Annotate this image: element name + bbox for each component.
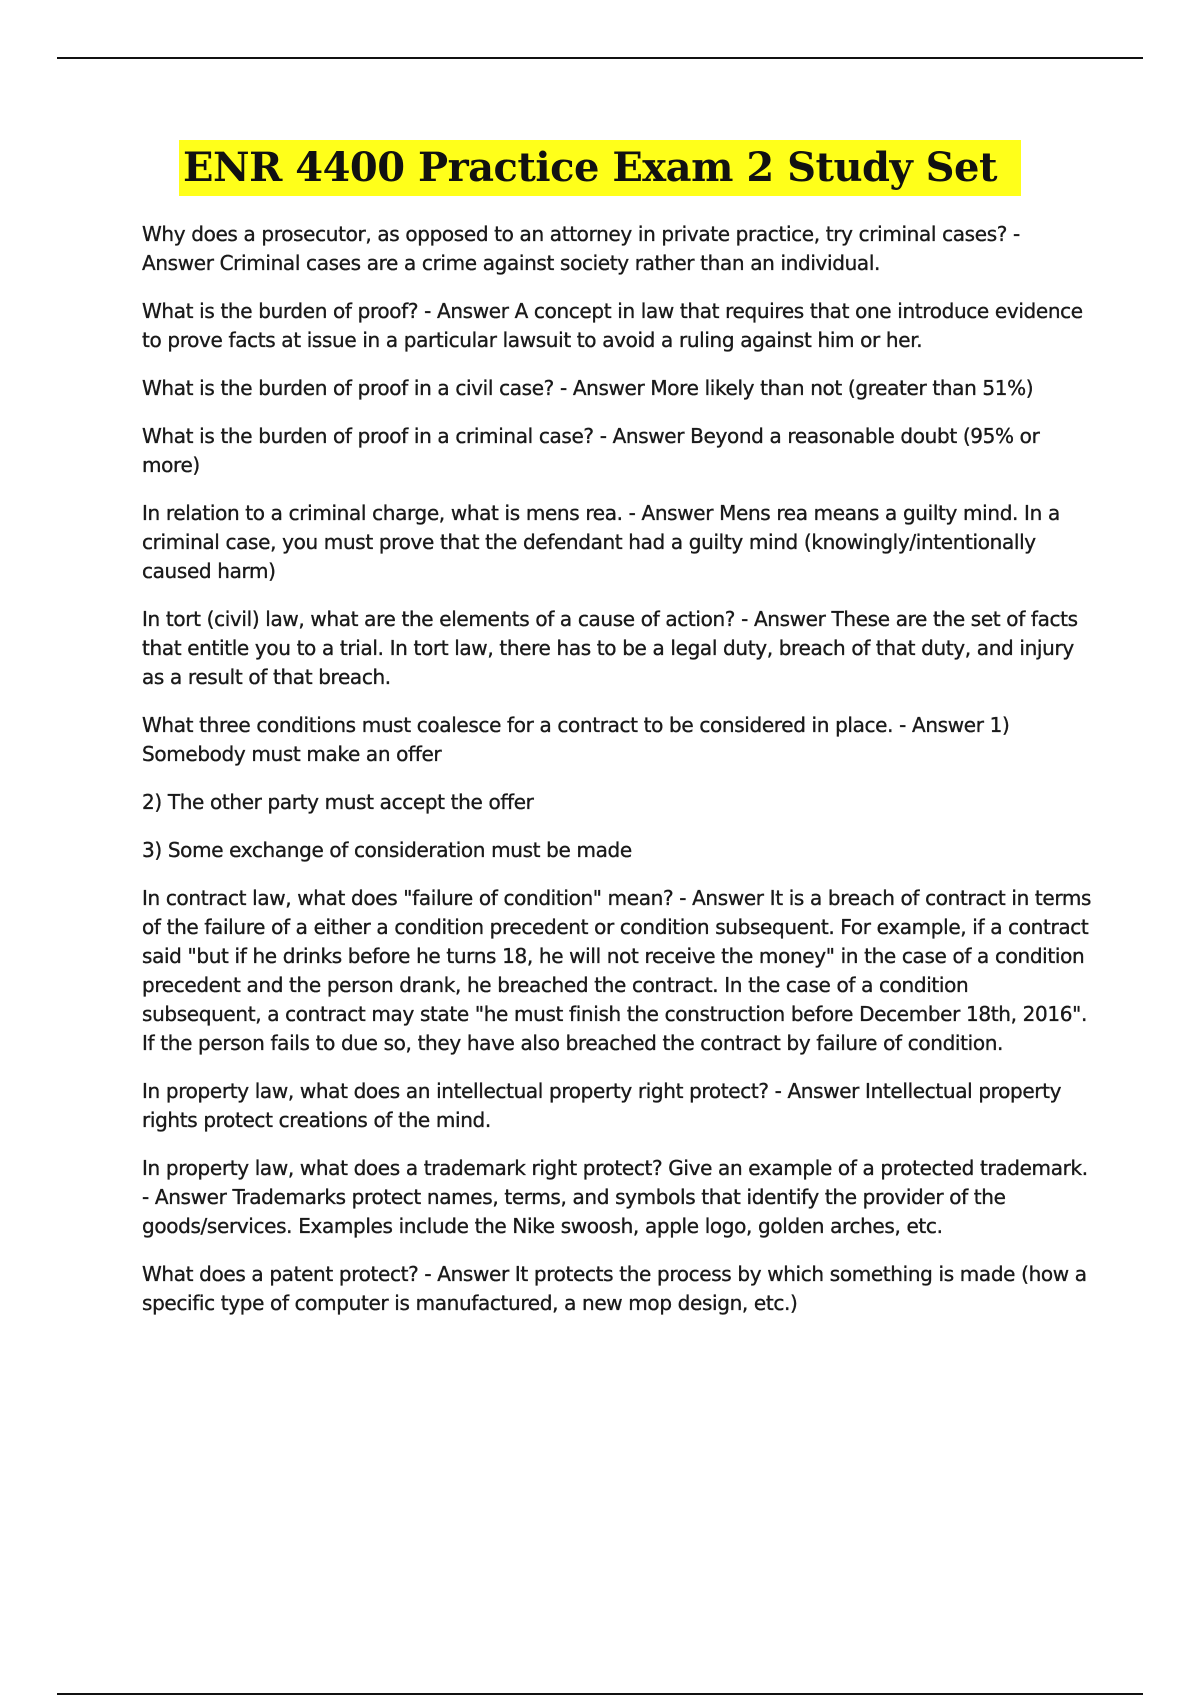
qa-paragraph: In tort (civil) law, what are the elements of a cause of action? - Answer These are the set of facts that entitle you to a trial. In tort law, there has to be a legal duty, breach of that duty, and injury as a result of that breach. <box>142 607 1078 689</box>
title-container <box>0 140 1200 196</box>
qa-paragraph: In relation to a criminal charge, what is mens rea. - Answer Mens rea means a guilty mind. In a criminal case, you must prove that the defendant had a guilty mind (knowingly/intentionally caused harm) <box>142 501 1060 583</box>
qa-paragraph: In property law, what does a trademark right protect? Give an example of a protected trademark. - Answer Trademarks protect names, terms, and symbols that identify the provider of the goods/services. Examples include the Nike swoosh, apple logo, golden arches, etc. <box>142 1156 1088 1238</box>
qa-paragraph: What does a patent protect? - Answer It protects the process by which something is made (how a specific type of computer is manufactured, a new mop design, etc.) <box>142 1262 1087 1315</box>
qa-paragraph: What is the burden of proof? - Answer A concept in law that requires that one introduce evidence to prove facts at issue in a particular lawsuit to avoid a ruling against him or her. <box>142 299 1083 352</box>
qa-paragraph: What is the burden of proof in a civil case? - Answer More likely than not (greater than 51%) <box>142 376 1034 400</box>
document-title: ENR 4400 Practice Exam 2 Study Set <box>179 140 1021 196</box>
top-divider <box>57 57 1143 59</box>
document-body <box>142 220 1092 1337</box>
qa-paragraph: 2) The other party must accept the offer <box>142 790 534 814</box>
qa-paragraph: In property law, what does an intellectual property right protect? - Answer Intellectual property rights protect creations of the mind. <box>142 1079 1062 1132</box>
qa-paragraph: What is the burden of proof in a criminal case? - Answer Beyond a reasonable doubt (95% or more) <box>142 424 1040 477</box>
qa-paragraph: 3) Some exchange of consideration must be made <box>142 838 632 862</box>
qa-paragraph: Why does a prosecutor, as opposed to an attorney in private practice, try criminal cases? - Answer Criminal cases are a crime against society rather than an individual. <box>142 222 1020 275</box>
bottom-divider <box>57 1693 1143 1695</box>
qa-paragraph: What three conditions must coalesce for a contract to be considered in place. - Answer 1) Somebody must make an offer <box>142 713 1010 766</box>
qa-paragraph: In contract law, what does "failure of condition" mean? - Answer It is a breach of contract in terms of the failure of a either a condition precedent or condition subsequent. For example, if a contract said "but if he drinks before he turns 18, he will not receive the money" in the case of a condition precedent and the person drank, he breached the contract. In the case of a condition subsequent, a contract may state "he must finish the construction before December 18th, 2016". If the person fails to due so, they have also breached the contract by failure of condition. <box>142 886 1092 1055</box>
